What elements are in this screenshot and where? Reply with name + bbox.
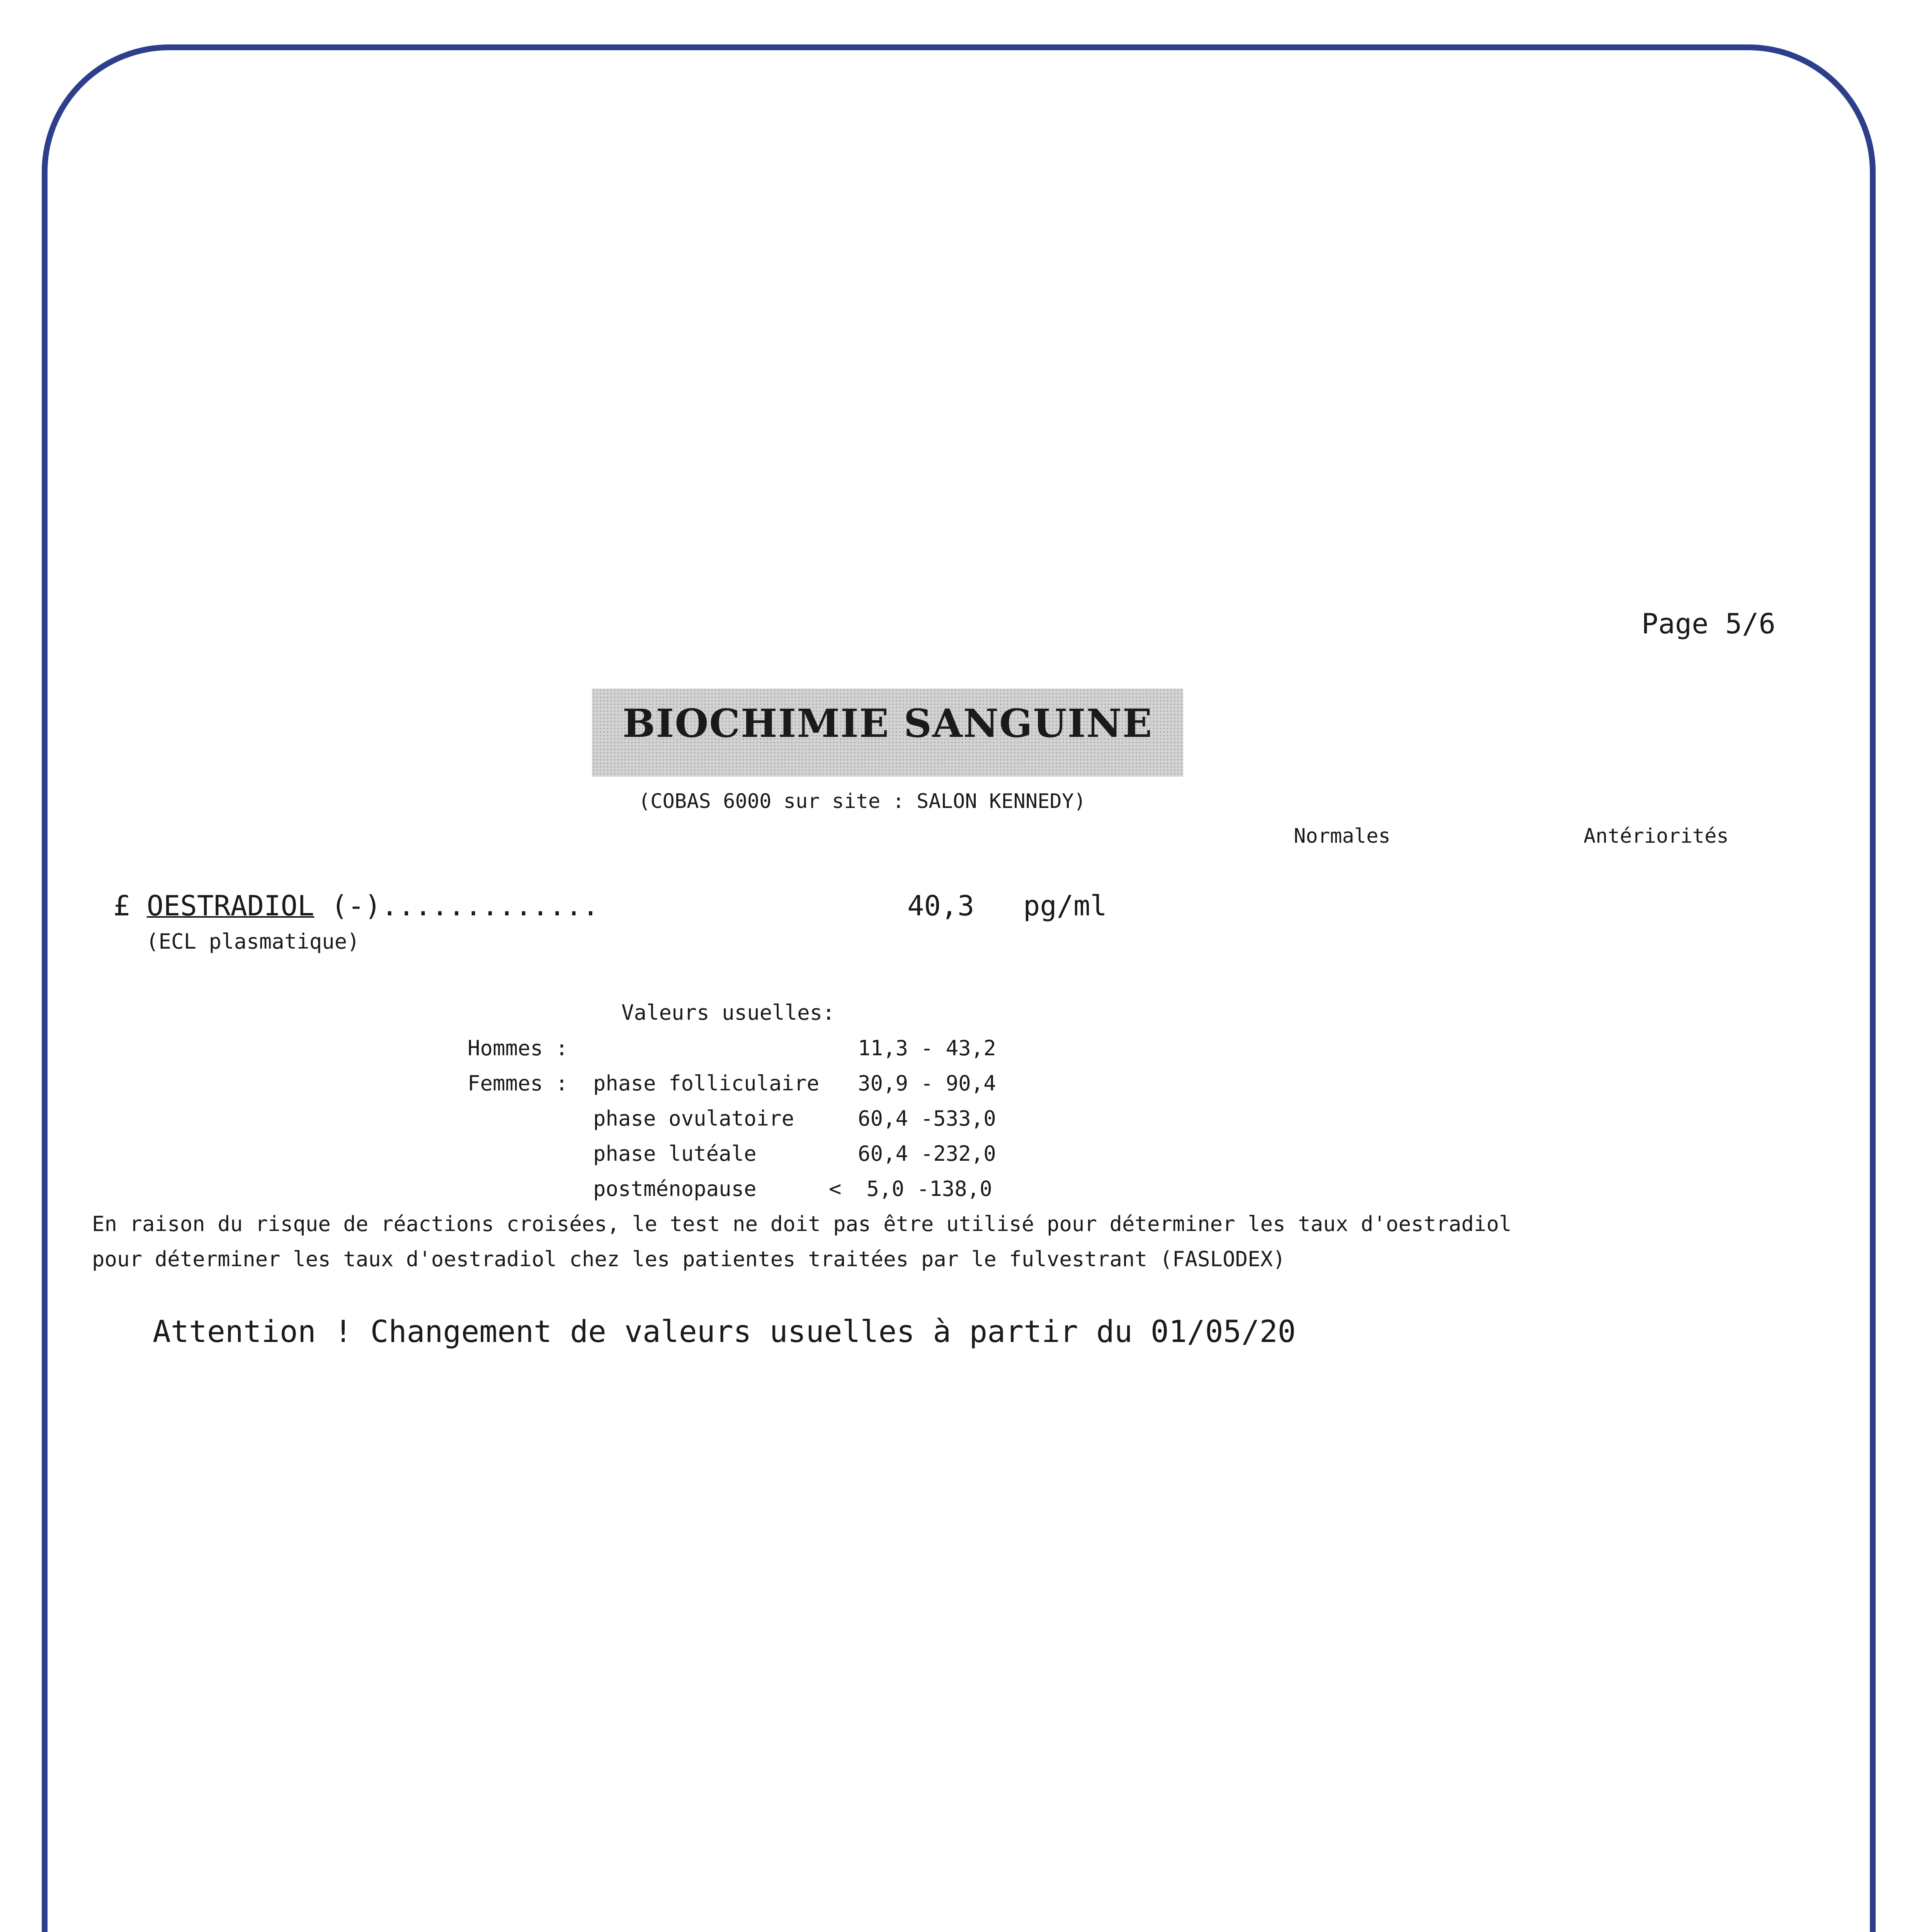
reference-group-hommes: Hommes : — [468, 1036, 568, 1060]
reference-range-hommes: 11,3 - 43,2 — [858, 1036, 996, 1060]
section-subtitle: (COBAS 6000 sur site : SALON KENNEDY) — [638, 790, 1086, 813]
reference-title: Valeurs usuelles: — [621, 1000, 835, 1025]
note-line-1: En raison du risque de réactions croisées, le test ne doit pas être utilisé pour déterminer les taux d'oestradiol — [92, 1212, 1512, 1236]
analyte-prefix: £ — [113, 889, 130, 922]
page-number: Page 5/6 — [1641, 607, 1776, 640]
note-line-2: pour déterminer les taux d'oestradiol chez les patientes traitées par le fulvestrant (FASLODEX) — [92, 1247, 1286, 1271]
analyte-unit: pg/ml — [1023, 889, 1107, 922]
page-border — [42, 44, 1876, 1932]
reference-range-folliculaire: 30,9 - 90,4 — [858, 1071, 996, 1095]
analyte-suffix: (-)............. — [331, 889, 599, 922]
reference-group-femmes: Femmes : — [468, 1071, 568, 1095]
column-header-anteriorites: Antériorités — [1584, 825, 1729, 848]
column-header-normales: Normales — [1294, 825, 1391, 848]
reference-phase-ovulatoire: phase ovulatoire — [593, 1106, 794, 1131]
reference-range-luteale: 60,4 -232,0 — [858, 1141, 996, 1166]
reference-phase-postmenopause: postménopause — [593, 1177, 757, 1201]
analyte-method: (ECL plasmatique) — [146, 929, 360, 954]
analyte-line — [113, 889, 599, 922]
attention-notice: Attention ! Changement de valeurs usuelles à partir du 01/05/20 — [153, 1315, 1296, 1349]
reference-phase-luteale: phase lutéale — [593, 1141, 757, 1166]
reference-range-postmenopause: < 5,0 -138,0 — [829, 1177, 992, 1201]
reference-range-ovulatoire: 60,4 -533,0 — [858, 1106, 996, 1131]
analyte-name: OESTRADIOL — [146, 889, 315, 922]
section-title: BIOCHIMIE SANGUINE — [623, 701, 1153, 746]
analyte-result: 40,3 — [907, 889, 975, 922]
reference-phase-folliculaire: phase folliculaire — [593, 1071, 820, 1095]
